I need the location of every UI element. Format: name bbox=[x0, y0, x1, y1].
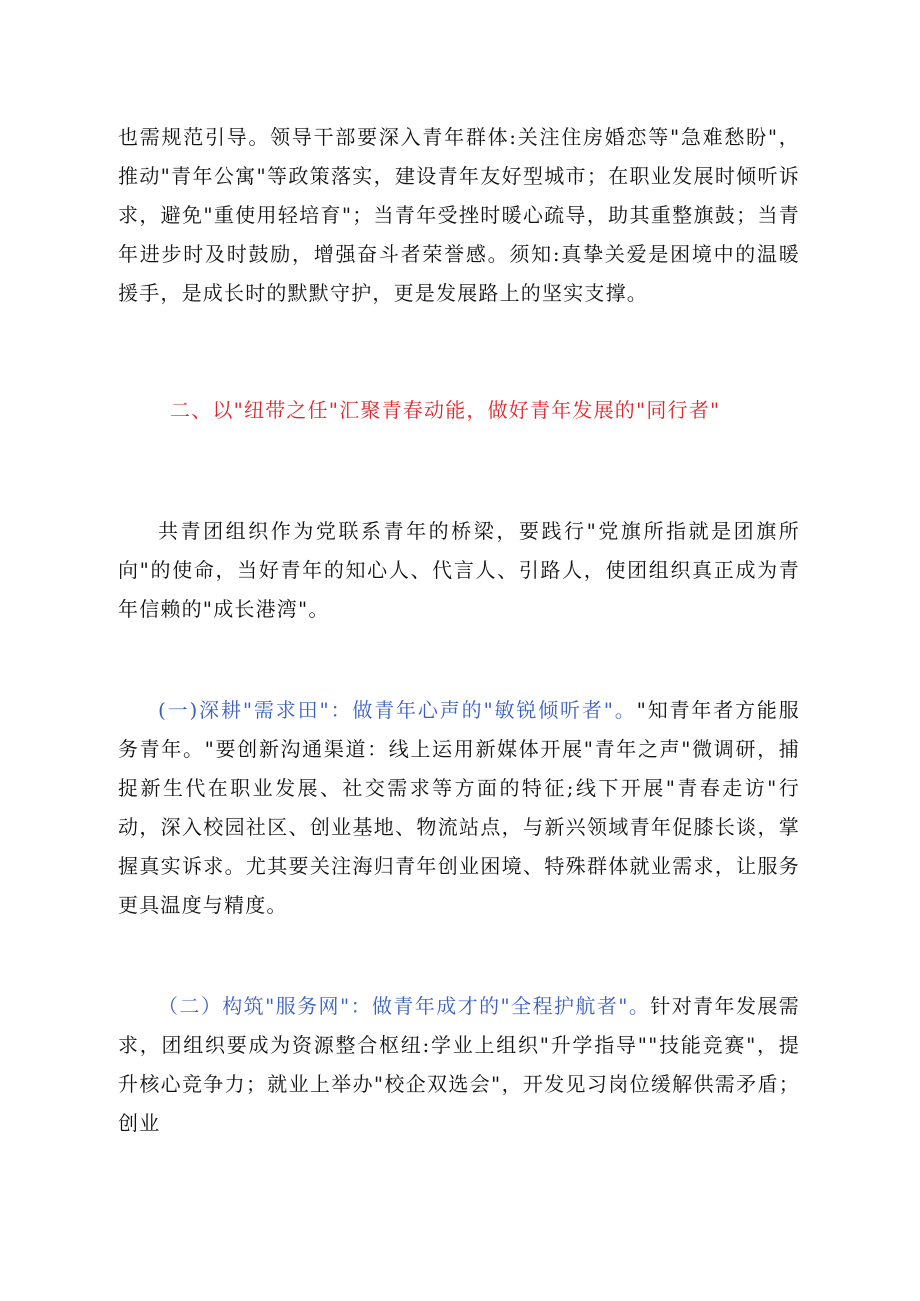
subsection-1-body: "知青年者方能服务青年。"要创新沟通渠道：线上运用新媒体开展"青年之声"微调研，捕捉新生代在职业发展、社交需求等方面的特征;线下开展"青春走访"行动，深入校园社区、创业基地、物流站点，与新兴领域青年促膝长谈，掌握真实诉求。尤其要关注海归青年创业困境、特殊群体就业需求，让服务更具温度与精度。 bbox=[118, 698, 800, 917]
paragraph-bridge: 共青团组织作为党联系青年的桥梁，要践行"党旗所指就是团旗所向"的使命，当好青年的知心人、代言人、引路人，使团组织真正成为青年信赖的"成长港湾"。 bbox=[118, 519, 800, 621]
subsection-2-body: 针对青年发展需求，团组织要成为资源整合枢纽:学业上组织"升学指导""技能竞赛"，提升核心竞争力；就业上举办"校企双选会"，开发见习岗位缓解供需矛盾；创业 bbox=[118, 994, 800, 1135]
subsection-1-title: (一)深耕"需求田"：做青年心声的"敏锐倾听者"。 bbox=[158, 698, 637, 722]
subsection-2 bbox=[118, 987, 800, 1143]
document-page bbox=[118, 118, 800, 1143]
paragraph-care: 也需规范引导。领导干部要深入青年群体:关注住房婚恋等"急难愁盼"，推动"青年公寓"等政策落实，建设青年友好型城市；在职业发展时倾听诉求，避免"重使用轻培育"；当青年受挫时暖心疏导，助其重整旗鼓；当青年进步时及时鼓励，增强奋斗者荣誉感。须知:真挚关爱是困境中的温暖援手，是成长时的默默守护，更是发展路上的坚实支撑。 bbox=[118, 125, 800, 305]
subsection-2-title: （二）构筑"服务网"：做青年成才的"全程护航者"。 bbox=[158, 994, 651, 1018]
section-heading-2: 二、以"纽带之任"汇聚青春动能，做好青年发展的"同行者" bbox=[170, 398, 721, 422]
subsection-1 bbox=[118, 691, 800, 925]
